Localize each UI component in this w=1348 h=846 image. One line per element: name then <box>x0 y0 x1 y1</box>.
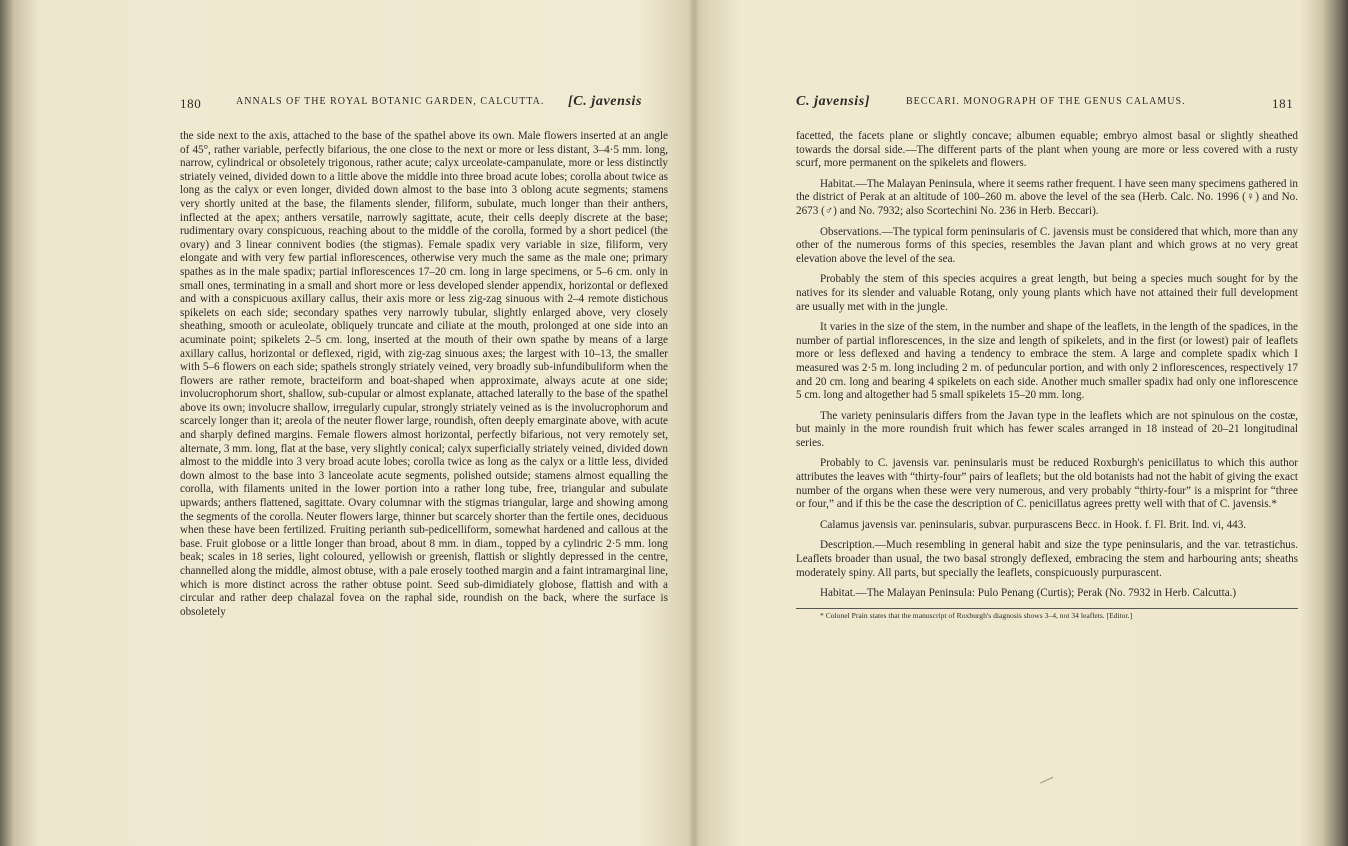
left-page-text: the side next to the axis, attached to the base of the spathel above its own. Male flowers inserted at an angle of 45°, rather variable, perfectly bifarious, the one close to the next or more or less distant, 3–4·5 mm. long, narrow, cylindrical or obsoletely trigonous, rather acute; calyx urceolate-campanulate, more or less distinctly striately veined, divided down to a little above the middle into three broad acute lobes; corolla about twice as long as the calyx or even longer, divided down almost to the base into 3 oblong acute segments; stamens very shortly united at the base, the filaments slender, filiform, subulate, much longer than their anthers, inflected at the apex; anthers versatile, narrowly sagittate, acute, their cells deeply discrete at the base; rudimentary ovary conspicuous, reaching about to the middle of the corolla, formed by a short pedicel (the ovary) and 3 linear connivent bodies (the stigmas). Female spadix very variable in size, filiform, very elongate and with very few partial inflorescences, otherwise very much the same as the male one; primary spathes as in the male spadix; partial inflorescences 17–20 cm. long in large specimens, or 5–6 cm. only in small ones, terminating in a small and short more or less developed slender appendix, horizontal or deflexed and with a conspicuous axillary callus, their axis more or less zig-zag sinuous with 2–4 remote distichous spikelets on each side; secondary spathes very narrowly tubular, slightly enlarged above, very closely sheathing, smooth or aculeolate, obliquely truncate and ciliate at the mouth, prolonged at one side into an acuminate point; spikelets 2–5 cm. long, inserted at the mouth of their own spathe by means of a large axillary callus, horizontal or deflexed, rigid, with zig-zag sinuous axes; the largest with 10–13, the smaller with 5–6 flowers on each side; spathels strongly striately veined, very broadly sub-infundibuliform when the flowers are rather remote, bracteiform and boat-shaped when approximate, always acute at one side; involucrophorum short, shallow, sub-cupular or almost explanate, attached laterally to the base of the spathel above its own; involucre shallow, irregularly cupular, strongly striately veined as is the involucrophorum and scarcely longer than it; areola of the neuter flower large, roundish, often deeply emarginate above, with acute and sharply defined margins. Female flowers almost horizontal, perfectly bifarious, not very remotely set, alternate, 3 mm. long, flat at the base, very slightly conical; calyx superficially striately veined, divided down almost to the middle into 3 very broad acute lobes; corolla twice as long as the calyx or a little less, divided down almost to the base into 3 lanceolate acute segments, polished outside; stamens almost equalling the corolla, with filaments united in the lower portion into a rather long tube, free, triangular and subulate upwards; anthers flattened, sagittate. Ovary columnar with the stigmas triangular, large and showing among the segments of the corolla. Neuter flowers large, thinner but scarcely shorter than the fertile ones, deciduous when these have been fertilized. Fruiting perianth sub-pedicelliform, somewhat hardened and callous at the base. Fruit globose or a little longer than broad, about 8 mm. in diam., topped by a cylindric 2·5 mm. long beak; scales in 18 series, light coloured, yellowish or greenish, flattish or slightly depressed in the centre, channelled along the middle, almost obtuse, with a pale erosely toothed margin and a faint intramarginal line, which is more distinct across the rather obtuse point. Seed sub-dimidiately globose, flattish and with a circular and rather deep chalazal fovea on the raphal side, roundish on the back, where the surface is obsoletely <box>180 130 668 618</box>
right-page-header <box>796 96 1298 116</box>
paragraph-variation: It varies in the size of the stem, in the number and shape of the leaflets, in the length of the spadices, in the number of partial inflorescences, in the size and length of spikelets, and in the first (or lowest) pair of leaflets more or less deflexed and having a tendency to embrace the stem. A large and complete spadix which I measured was 2·5 m. long including 2 m. of peduncular portion, and with only 2 inflorescences, respectively 17 and 20 cm. long and bearing 4 spikelets on each side. Another much smaller spadix had only one inflorescence 5 cm. long and altogether had 5 small spikelets 15–20 mm. long. <box>796 321 1298 402</box>
right-page-body <box>796 130 1298 621</box>
right-section-tag: C. javensis] <box>796 94 871 109</box>
pencil-mark <box>1037 769 1053 783</box>
left-section-tag: [C. javensis <box>568 94 643 109</box>
paragraph-observations: Observations.—The typical form peninsularis of C. javensis must be considered that which, more than any other of the numerous forms of this species, resembles the Javan plant and which grows at no very great elevation above the level of the sea. <box>796 225 1298 265</box>
paragraph-habitat: Habitat.—The Malayan Peninsula, where it seems rather frequent. I have seen many specimens gathered in the district of Perak at an altitude of 100–260 m. above the level of the sea (Herb. Calc. No. 1996 (♀) and No. 2673 (♂) and No. 7932; also Scortechini No. 236 in Herb. Beccari). <box>796 177 1298 217</box>
left-running-head: ANNALS OF THE ROYAL BOTANIC GARDEN, CALCUTTA. <box>236 96 545 107</box>
left-page-header <box>180 96 668 116</box>
left-page-body <box>180 130 668 619</box>
right-page <box>796 96 1298 628</box>
paragraph-subvariety-heading: Calamus javensis var. peninsularis, subvar. purpurascens Becc. in Hook. f. Fl. Brit. Ind. vi, 443. <box>820 518 1247 531</box>
left-page-number: 180 <box>180 96 202 111</box>
right-running-head: BECCARI. MONOGRAPH OF THE GENUS CALAMUS. <box>906 96 1186 107</box>
left-page <box>180 96 668 625</box>
footnote: * Colonel Prain states that the manuscript of Roxburgh's diagnosis shows 3–4, not 34 leaflets. [Editor.] <box>820 610 1133 620</box>
paragraph-variety: The variety peninsularis differs from the Javan type in the leaflets which are not spinulous on the costæ, but mainly in the more roundish fruit which has fewer scales arranged in 18 instead of 20–21 longitudinal series. <box>796 409 1298 449</box>
paragraph-description: Description.—Much resembling in general habit and size the type peninsularis, and the var. tetrastichus. Leaflets broader than usual, the two basal strongly deflexed, embracing the stem and harbouring ants; sheaths moderately spiny. All parts, but specially the leaflets, conspicuously purpurascent. <box>796 539 1298 579</box>
paragraph-continuation: facetted, the facets plane or slightly concave; albumen equable; embryo almost basal or slightly sheathed towards the dorsal side.—The different parts of the plant when young are more or less covered with a rusty scurf, more permanent on the spikelets and flowers. <box>796 130 1298 170</box>
footnote-rule <box>796 608 1298 609</box>
paragraph-habitat-2: Habitat.—The Malayan Peninsula: Pulo Penang (Curtis); Perak (No. 7932 in Herb. Calcutta.) <box>820 587 1237 600</box>
paragraph-roxburgh: Probably to C. javensis var. peninsularis must be reduced Roxburgh's penicillatus to which this author attributes the leaves with “thirty-four” pairs of leaflets; but the old botanists had not the habit of giving the exact number of the organs when these were very numerous, and very probably “thirty-four” is a misprint for “three or four,” and if this be the case the description of C. penicillatus agrees pretty well with that of C. javensis.* <box>796 457 1298 511</box>
right-page-number: 181 <box>1272 96 1294 111</box>
paragraph-stem: Probably the stem of this species acquires a great length, but being a species much sought for by the natives for its slender and valuable Rotang, only young plants which have not attained their full development are usually met with in the jungle. <box>796 273 1298 313</box>
